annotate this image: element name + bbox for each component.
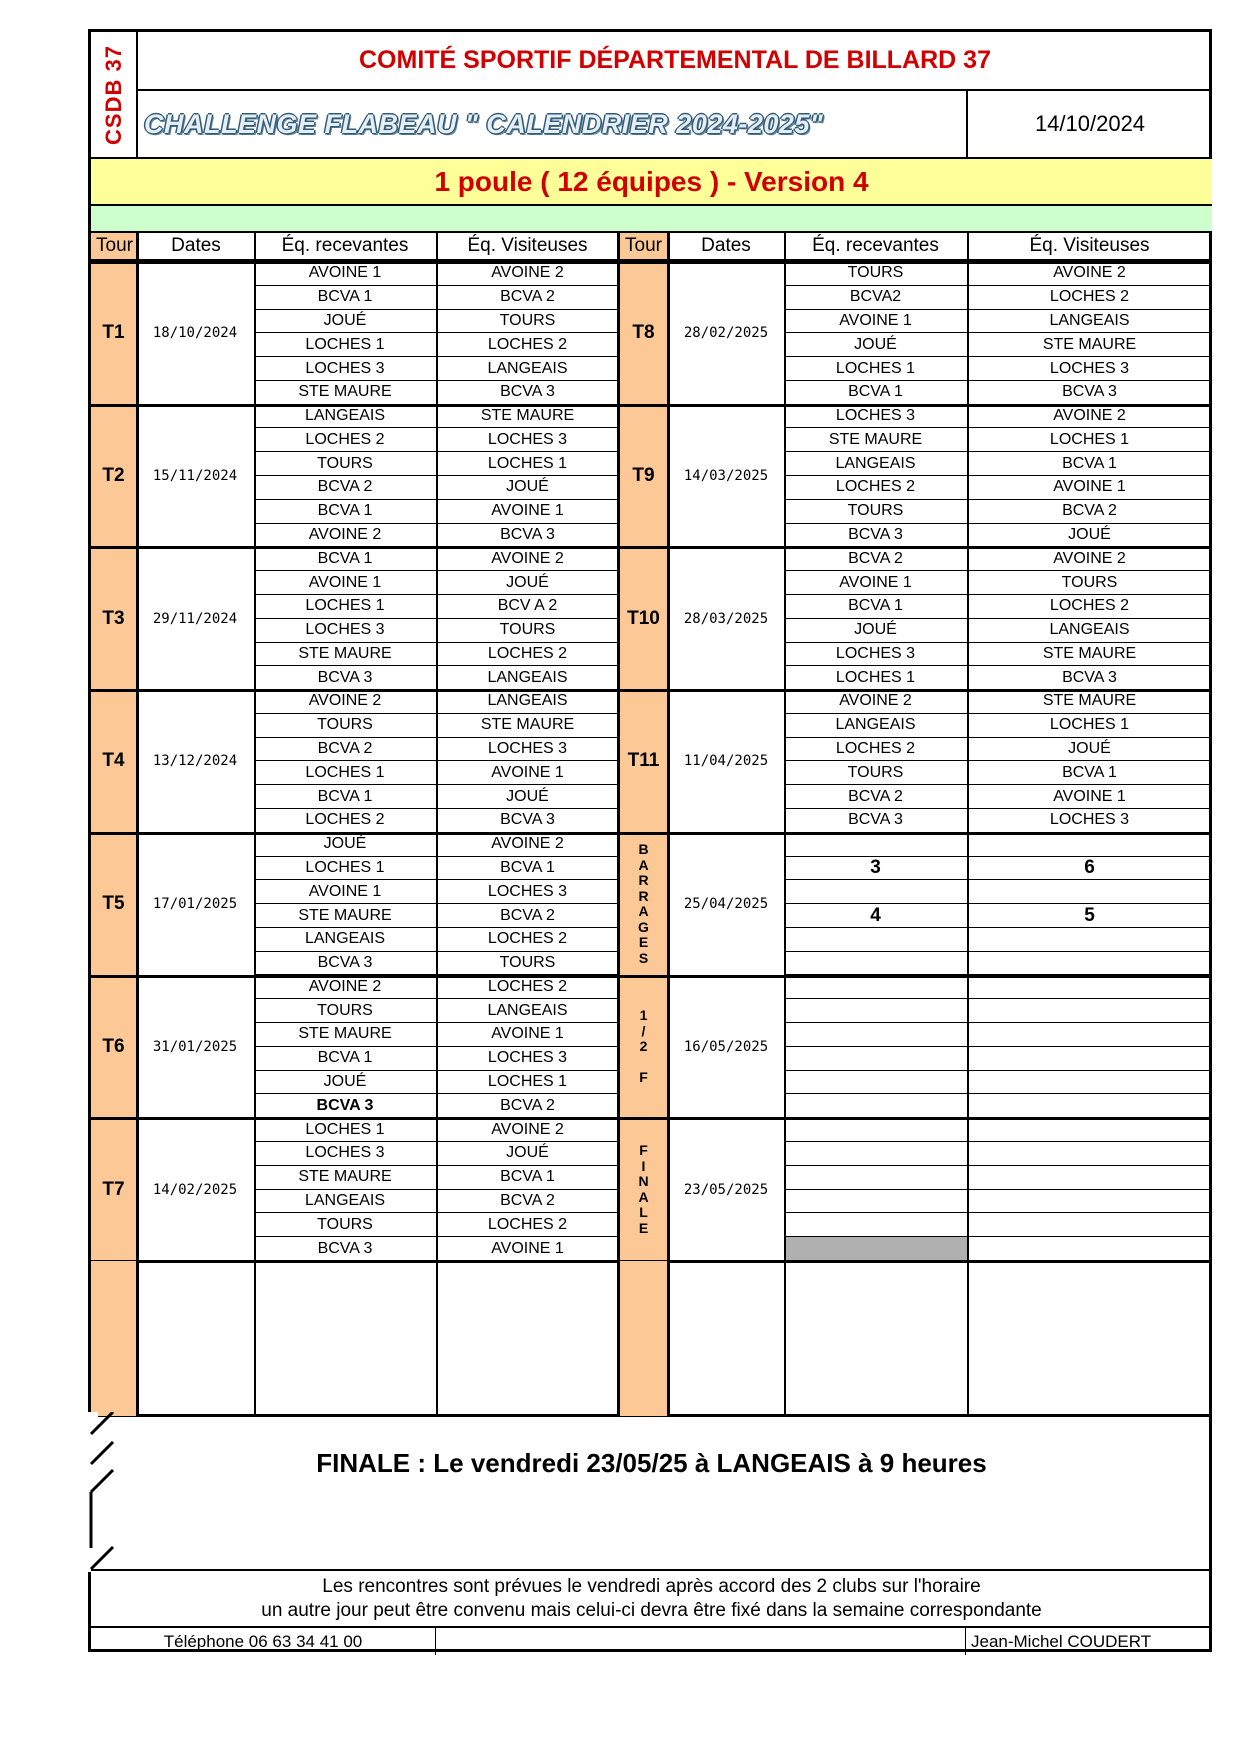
tour-letter: 2 bbox=[639, 1038, 648, 1055]
col-header-tour-left: Tour bbox=[91, 233, 138, 261]
home-team bbox=[784, 1213, 967, 1237]
away-team: BCVA 2 bbox=[436, 286, 619, 310]
away-team bbox=[967, 1142, 1212, 1166]
home-team bbox=[784, 1166, 967, 1190]
phone-number: Téléphone 06 63 34 41 00 bbox=[91, 1628, 436, 1655]
away-team: LOCHES 3 bbox=[436, 880, 619, 904]
home-team: BCVA 1 bbox=[254, 500, 436, 524]
away-team: BCVA 1 bbox=[967, 452, 1212, 476]
home-team: BCVA 1 bbox=[784, 595, 967, 619]
home-team: TOURS bbox=[254, 452, 436, 476]
away-team: BCV A 2 bbox=[436, 595, 619, 619]
away-team: LOCHES 2 bbox=[967, 595, 1212, 619]
home-team: STE MAURE bbox=[254, 904, 436, 928]
home-team: BCVA 2 bbox=[784, 785, 967, 809]
away-team: AVOINE 2 bbox=[436, 262, 619, 286]
round-date: 16/05/2025 bbox=[683, 1038, 769, 1055]
away-team: BCVA 1 bbox=[436, 1166, 619, 1190]
tour-cell-right: T10 bbox=[619, 547, 668, 690]
away-team: AVOINE 2 bbox=[436, 833, 619, 857]
away-team bbox=[967, 976, 1212, 1000]
away-team: LOCHES 3 bbox=[436, 1047, 619, 1071]
away-team: LANGEAIS bbox=[436, 999, 619, 1023]
home-team: LOCHES 3 bbox=[784, 405, 967, 429]
tour-letter: R bbox=[638, 872, 649, 889]
tour-letter: A bbox=[638, 903, 649, 920]
home-team: AVOINE 2 bbox=[254, 524, 436, 548]
round-date: 14/02/2025 bbox=[152, 1181, 238, 1198]
tour-letter: F bbox=[639, 1069, 648, 1086]
away-team: LOCHES 1 bbox=[967, 714, 1212, 738]
tour-cell-left: T6 bbox=[91, 976, 136, 1119]
away-team: LOCHES 2 bbox=[436, 333, 619, 357]
away-team: AVOINE 2 bbox=[967, 262, 1212, 286]
away-team: LANGEAIS bbox=[967, 619, 1212, 643]
grid-line bbox=[436, 233, 438, 1416]
away-team: BCVA 2 bbox=[967, 500, 1212, 524]
home-team: BCVA 3 bbox=[254, 952, 436, 976]
scheduling-note bbox=[91, 1569, 1212, 1628]
round-date: 11/04/2025 bbox=[683, 753, 769, 770]
col-header-away-right: Éq. Visiteuses bbox=[967, 233, 1212, 261]
away-team: LOCHES 3 bbox=[967, 809, 1212, 833]
home-team: BCVA 3 bbox=[254, 1237, 436, 1261]
home-team: STE MAURE bbox=[254, 1023, 436, 1047]
block-separator bbox=[91, 832, 1212, 835]
home-team: JOUÉ bbox=[784, 619, 967, 643]
home-team: LOCHES 2 bbox=[784, 476, 967, 500]
away-team bbox=[967, 928, 1212, 952]
home-team: LOCHES 1 bbox=[254, 595, 436, 619]
away-team: LANGEAIS bbox=[436, 690, 619, 714]
home-team: BCVA 3 bbox=[254, 1094, 436, 1118]
away-team bbox=[967, 1213, 1212, 1237]
away-team: LOCHES 3 bbox=[967, 357, 1212, 381]
grid-line bbox=[254, 233, 256, 1416]
tour-cell-left: T2 bbox=[91, 405, 136, 548]
calendar-sheet bbox=[88, 29, 1212, 1652]
away-team: AVOINE 2 bbox=[967, 405, 1212, 429]
home-team: BCVA 1 bbox=[254, 286, 436, 310]
tour-cell-right bbox=[619, 833, 668, 976]
home-team bbox=[784, 1047, 967, 1071]
away-team: BCVA 1 bbox=[967, 761, 1212, 785]
home-team bbox=[784, 976, 967, 1000]
away-team: LANGEAIS bbox=[967, 310, 1212, 334]
round-date: 13/12/2024 bbox=[152, 753, 238, 770]
round-date: 17/01/2025 bbox=[152, 896, 238, 913]
home-team: BCVA2 bbox=[784, 286, 967, 310]
subtitle-band: 1 poule ( 12 équipes ) - Version 4 bbox=[91, 157, 1212, 206]
home-team: LOCHES 1 bbox=[254, 857, 436, 881]
away-team: BCVA 3 bbox=[436, 524, 619, 548]
away-team: LOCHES 2 bbox=[967, 286, 1212, 310]
away-team: STE MAURE bbox=[967, 643, 1212, 667]
home-team: AVOINE 1 bbox=[254, 880, 436, 904]
tour-cell-left: T3 bbox=[91, 547, 136, 690]
home-team: LOCHES 3 bbox=[254, 357, 436, 381]
challenge-title: CHALLENGE FLABEAU " CALENDRIER 2024-2025" bbox=[138, 91, 968, 157]
home-team: JOUÉ bbox=[254, 833, 436, 857]
grid-line bbox=[617, 233, 620, 1416]
tour-letter: A bbox=[638, 856, 649, 873]
home-team bbox=[784, 880, 967, 904]
grid-line bbox=[967, 233, 969, 1416]
home-team bbox=[784, 833, 967, 857]
away-team: JOUÉ bbox=[436, 785, 619, 809]
block-separator bbox=[91, 261, 1212, 264]
tour-letter: B bbox=[638, 841, 649, 858]
away-team: LOCHES 1 bbox=[436, 452, 619, 476]
col-header-tour-right: Tour bbox=[619, 233, 668, 261]
away-team: BCVA 3 bbox=[967, 666, 1212, 690]
home-team bbox=[784, 1190, 967, 1214]
tour-letter: S bbox=[638, 949, 649, 966]
home-team: LANGEAIS bbox=[254, 405, 436, 429]
block-separator bbox=[91, 689, 1212, 692]
home-team: LOCHES 3 bbox=[254, 1142, 436, 1166]
home-team: STE MAURE bbox=[784, 428, 967, 452]
round-date: 23/05/2025 bbox=[683, 1181, 769, 1198]
away-team: AVOINE 1 bbox=[436, 1023, 619, 1047]
col-header-home-left: Éq. recevantes bbox=[254, 233, 436, 261]
round-date: 29/11/2024 bbox=[152, 610, 238, 627]
side-label-box bbox=[91, 32, 138, 157]
away-team: TOURS bbox=[967, 571, 1212, 595]
block-separator bbox=[91, 404, 1212, 407]
home-team: AVOINE 2 bbox=[254, 690, 436, 714]
home-team: BCVA 3 bbox=[784, 809, 967, 833]
tour-letter: / bbox=[641, 1022, 646, 1039]
home-team bbox=[784, 999, 967, 1023]
home-team bbox=[784, 952, 967, 976]
home-team: TOURS bbox=[784, 262, 967, 286]
away-team: AVOINE 1 bbox=[436, 500, 619, 524]
grid-line bbox=[784, 233, 786, 1416]
grid-line bbox=[667, 233, 670, 1416]
document-date: 14/10/2024 bbox=[1034, 111, 1146, 136]
grid-line bbox=[136, 233, 139, 1416]
away-team bbox=[967, 952, 1212, 976]
home-team: LOCHES 3 bbox=[784, 643, 967, 667]
away-team: AVOINE 1 bbox=[967, 785, 1212, 809]
away-team: JOUÉ bbox=[436, 571, 619, 595]
home-team: LANGEAIS bbox=[254, 1190, 436, 1214]
away-team bbox=[967, 1071, 1212, 1095]
tour-letter: N bbox=[638, 1173, 649, 1190]
away-team: LOCHES 2 bbox=[436, 976, 619, 1000]
home-team: LOCHES 1 bbox=[254, 1118, 436, 1142]
home-team: TOURS bbox=[254, 1213, 436, 1237]
away-team: BCVA 2 bbox=[436, 904, 619, 928]
away-team: BCVA 3 bbox=[436, 809, 619, 833]
away-team: STE MAURE bbox=[967, 690, 1212, 714]
away-team: AVOINE 1 bbox=[436, 761, 619, 785]
away-team bbox=[967, 1190, 1212, 1214]
away-team bbox=[967, 1023, 1212, 1047]
home-team: JOUÉ bbox=[254, 1071, 436, 1095]
home-team: TOURS bbox=[254, 999, 436, 1023]
tour-letter bbox=[642, 1055, 646, 1071]
away-team bbox=[967, 1166, 1212, 1190]
away-team: TOURS bbox=[436, 952, 619, 976]
away-team bbox=[967, 1118, 1212, 1142]
home-team: AVOINE 2 bbox=[784, 690, 967, 714]
finale-announcement: FINALE : Le vendredi 23/05/25 à LANGEAIS à 9 heures bbox=[316, 1447, 987, 1478]
home-team bbox=[784, 1142, 967, 1166]
note-line-2: un autre jour peut être convenu mais celui-ci devra être fixé dans la semaine correspondante bbox=[261, 1599, 1042, 1621]
home-team: AVOINE 2 bbox=[254, 976, 436, 1000]
away-team: 5 bbox=[967, 904, 1212, 928]
home-team: LOCHES 2 bbox=[254, 809, 436, 833]
tour-letter: E bbox=[638, 1219, 649, 1236]
tour-letter: L bbox=[639, 1204, 648, 1221]
away-team: STE MAURE bbox=[967, 333, 1212, 357]
away-team: LOCHES 2 bbox=[436, 928, 619, 952]
block-separator bbox=[91, 975, 1212, 978]
away-team: TOURS bbox=[436, 619, 619, 643]
tour-cell-right bbox=[619, 1118, 668, 1261]
away-team: LOCHES 3 bbox=[436, 428, 619, 452]
note-line-1: Les rencontres sont prévues le vendredi après accord des 2 clubs sur l'horaire bbox=[322, 1575, 981, 1597]
home-team: BCVA 1 bbox=[254, 1047, 436, 1071]
home-team: BCVA 2 bbox=[254, 738, 436, 762]
tour-letter: R bbox=[638, 887, 649, 904]
tour-cell-left: T4 bbox=[91, 690, 136, 833]
org-title: COMITÉ SPORTIF DÉPARTEMENTAL DE BILLARD 37 bbox=[138, 32, 1212, 91]
block-separator bbox=[91, 546, 1212, 549]
home-team bbox=[784, 1118, 967, 1142]
away-team bbox=[967, 1047, 1212, 1071]
col-header-away-left: Éq. Visiteuses bbox=[436, 233, 619, 261]
home-team: 3 bbox=[784, 857, 967, 881]
empty-tour-cell-right bbox=[620, 1261, 667, 1416]
home-team: BCVA 1 bbox=[254, 785, 436, 809]
away-team: LOCHES 1 bbox=[436, 1071, 619, 1095]
away-team: BCVA 3 bbox=[967, 381, 1212, 405]
away-team: 6 bbox=[967, 857, 1212, 881]
home-team: BCVA 3 bbox=[254, 666, 436, 690]
home-team: BCVA 1 bbox=[784, 381, 967, 405]
home-team: LOCHES 2 bbox=[254, 428, 436, 452]
home-team: LOCHES 1 bbox=[254, 333, 436, 357]
away-team: BCVA 2 bbox=[436, 1190, 619, 1214]
away-team: LOCHES 2 bbox=[436, 643, 619, 667]
col-header-home-right: Éq. recevantes bbox=[784, 233, 967, 261]
home-team: AVOINE 1 bbox=[784, 571, 967, 595]
away-team: AVOINE 2 bbox=[436, 547, 619, 571]
away-team: TOURS bbox=[436, 310, 619, 334]
home-team bbox=[784, 1071, 967, 1095]
away-team: STE MAURE bbox=[436, 405, 619, 429]
away-team: JOUÉ bbox=[967, 524, 1212, 548]
home-team: TOURS bbox=[784, 761, 967, 785]
away-team: LOCHES 3 bbox=[436, 738, 619, 762]
home-team: AVOINE 1 bbox=[254, 262, 436, 286]
home-team: LOCHES 2 bbox=[784, 738, 967, 762]
green-band bbox=[91, 206, 1212, 233]
round-date: 28/03/2025 bbox=[683, 610, 769, 627]
away-team: LANGEAIS bbox=[436, 357, 619, 381]
home-team: STE MAURE bbox=[254, 381, 436, 405]
home-team: JOUÉ bbox=[254, 310, 436, 334]
tour-letter: I bbox=[641, 1157, 646, 1174]
home-team: LANGEAIS bbox=[784, 452, 967, 476]
tour-letter: E bbox=[638, 934, 649, 951]
round-date: 14/03/2025 bbox=[683, 468, 769, 485]
away-team: BCVA 1 bbox=[436, 857, 619, 881]
tour-cell-right: T11 bbox=[619, 690, 668, 833]
home-team bbox=[784, 1237, 967, 1261]
tour-letter: F bbox=[639, 1142, 648, 1159]
away-team bbox=[967, 1237, 1212, 1261]
tour-cell-left: T1 bbox=[91, 262, 136, 405]
home-team: 4 bbox=[784, 904, 967, 928]
tour-cell-left: T5 bbox=[91, 833, 136, 976]
away-team bbox=[967, 1094, 1212, 1118]
away-team: JOUÉ bbox=[436, 476, 619, 500]
block-separator bbox=[91, 1117, 1212, 1120]
home-team bbox=[784, 1023, 967, 1047]
home-team: STE MAURE bbox=[254, 643, 436, 667]
round-date: 15/11/2024 bbox=[152, 468, 238, 485]
away-team: JOUÉ bbox=[967, 738, 1212, 762]
home-team: BCVA 3 bbox=[784, 524, 967, 548]
round-date: 18/10/2024 bbox=[152, 325, 238, 342]
home-team: AVOINE 1 bbox=[784, 310, 967, 334]
tour-cell-right: T9 bbox=[619, 405, 668, 548]
col-header-dates-left: Dates bbox=[138, 233, 254, 261]
home-team: TOURS bbox=[254, 714, 436, 738]
empty-tour-cell-left bbox=[91, 1261, 136, 1416]
away-team: AVOINE 1 bbox=[436, 1237, 619, 1261]
home-team: LOCHES 1 bbox=[784, 666, 967, 690]
away-team bbox=[967, 833, 1212, 857]
away-team: JOUÉ bbox=[436, 1142, 619, 1166]
away-team: LANGEAIS bbox=[436, 666, 619, 690]
away-team bbox=[967, 880, 1212, 904]
home-team: JOUÉ bbox=[784, 333, 967, 357]
away-team: LOCHES 1 bbox=[967, 428, 1212, 452]
footer-blank bbox=[436, 1628, 966, 1655]
tour-cell-left: T7 bbox=[91, 1118, 136, 1261]
tour-cell-right bbox=[619, 976, 668, 1119]
away-team: AVOINE 2 bbox=[967, 547, 1212, 571]
round-date: 28/02/2025 bbox=[683, 325, 769, 342]
home-team: BCVA 2 bbox=[784, 547, 967, 571]
signature: Jean-Michel COUDERT bbox=[971, 1631, 1152, 1651]
home-team: BCVA 1 bbox=[254, 547, 436, 571]
home-team bbox=[784, 1094, 967, 1118]
home-team bbox=[784, 928, 967, 952]
home-team: LOCHES 1 bbox=[784, 357, 967, 381]
home-team: BCVA 2 bbox=[254, 476, 436, 500]
away-team: LOCHES 2 bbox=[436, 1213, 619, 1237]
home-team: AVOINE 1 bbox=[254, 571, 436, 595]
away-team: BCVA 3 bbox=[436, 381, 619, 405]
away-team: STE MAURE bbox=[436, 714, 619, 738]
tour-letter: 1 bbox=[639, 1007, 648, 1024]
home-team: LANGEAIS bbox=[784, 714, 967, 738]
home-team: LOCHES 1 bbox=[254, 761, 436, 785]
away-team bbox=[967, 999, 1212, 1023]
round-date: 25/04/2025 bbox=[683, 896, 769, 913]
round-date: 31/01/2025 bbox=[152, 1038, 238, 1055]
home-team: LANGEAIS bbox=[254, 928, 436, 952]
tour-cell-right: T8 bbox=[619, 262, 668, 405]
tour-letter: A bbox=[638, 1188, 649, 1205]
away-team: AVOINE 2 bbox=[436, 1118, 619, 1142]
away-team: BCVA 2 bbox=[436, 1094, 619, 1118]
home-team: LOCHES 3 bbox=[254, 619, 436, 643]
side-label: CSDB 37 bbox=[100, 44, 126, 145]
away-team: AVOINE 1 bbox=[967, 476, 1212, 500]
col-header-dates-right: Dates bbox=[668, 233, 784, 261]
home-team: TOURS bbox=[784, 500, 967, 524]
tour-letter: G bbox=[638, 918, 649, 935]
home-team: STE MAURE bbox=[254, 1166, 436, 1190]
